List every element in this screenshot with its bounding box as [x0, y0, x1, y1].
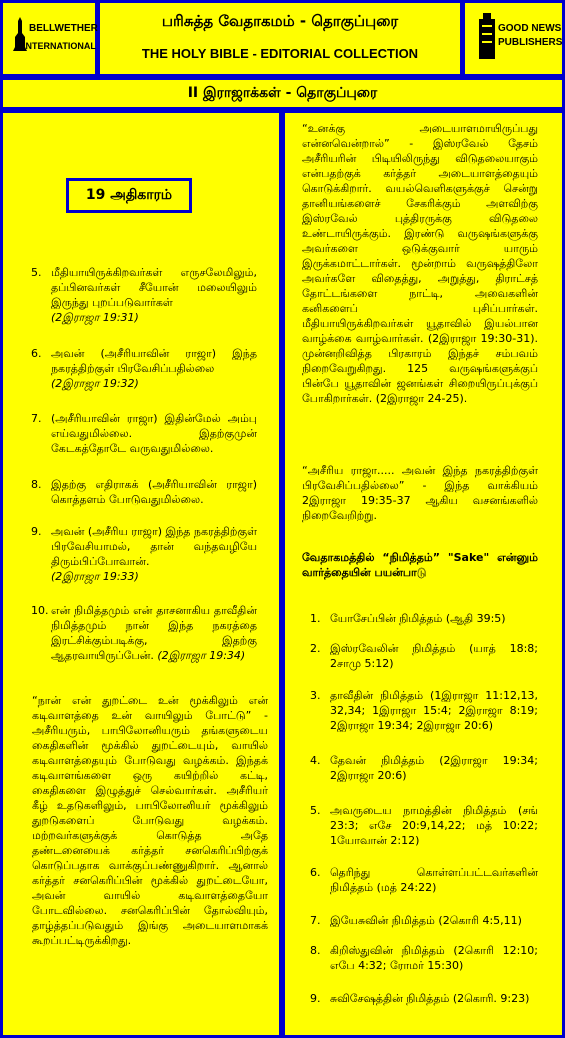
logo-left-panel [3, 3, 98, 74]
list-item [310, 611, 538, 626]
list-item [310, 913, 538, 928]
list-item-number: 7. [310, 914, 321, 927]
list-item-number: 3. [310, 689, 321, 702]
list-item-text: அவன் (அசீரியாவின் ராஜா) இந்த நகரத்திற்குள் பிரவேசிப்பதில்லை [51, 347, 257, 375]
list-item [310, 641, 538, 671]
list-item [31, 346, 257, 391]
list-item-text: (அசீரியாவின் ராஜா) இதின்மேல் அம்பு எய்வதுமில்லை. இதற்குமுன் கேடகத்தோடே வருவதுமில்லை. [51, 412, 257, 455]
good-news-logo-icon [477, 13, 497, 63]
commentary-paragraph: “அசீரிய ராஜா..... அவன் இந்த நகரத்திற்குள் பிரவேசிப்பதில்லை” - இந்த வாக்கியம் 2இராஜா 19:35-37 ஆகிய வசனங்களில் நிறைவேறிற்று. [302, 464, 538, 522]
list-item-number: 6. [31, 347, 42, 360]
list-item [31, 411, 257, 456]
list-item-text: தாவீதின் நிமித்தம் (1இராஜா 11:12,13, 32,34; 1இராஜா 15:4; 2இராஜா 8:19; 2இராஜா 19:34; 2இராஜா 20:6) [330, 689, 538, 732]
list-item [310, 943, 538, 973]
left-column [3, 113, 279, 1035]
list-item [31, 524, 257, 584]
list-item-number: 2. [310, 642, 321, 655]
list-item-ref: (2இராஜா 19:34) [157, 649, 246, 662]
list-item [310, 688, 538, 733]
book-title: II இராஜாக்கள் - தொகுப்புரை [3, 80, 562, 107]
list-item-ref: (2இராஜா 19:32) [51, 377, 139, 390]
list-item-number: 8. [31, 478, 42, 491]
logo-right-line1: GOOD NEWS [498, 23, 562, 34]
list-item-number: 9. [31, 525, 42, 538]
list-item-number: 8. [310, 944, 321, 957]
list-item [31, 265, 257, 325]
list-item-number: 10. [31, 604, 49, 617]
list-item [310, 991, 538, 1006]
header-title-panel [100, 3, 460, 74]
list-item-text: இதற்கு எதிராகக் (அசீரியாவின் ராஜா) கொத்தளம் போடுவதுமில்லை. [51, 478, 257, 506]
commentary-paragraph: “நான் என் துறட்டை உன் மூக்கிலும் என் கடிவாளத்தை உன் வாயிலும் போட்டு” - அசீரியரும், பாபிலோனியரும் தங்களுடைய கைதிகளின் மூக்கில் துறட்டையும், வாயில் கடிவாளத்தையும் போடுவது வழக்கம். இந்தக் கடிவாளங்களை ஒரு கயிற்றில் கட்டி, கைதிகளை இழுத்துச் செல்வார்கள். அசீரியர் கீழ் உதடுகளிலும், பாபிலோனியர் மூக்கிலும் துறடுகளைப் போடுவது வழக்கம். மற்றவர்களுக்குக் கொடுத்த அதே தண்டனையைக் கர்த்தர் சனகெரிப்பிற்குக் கொடுப்பதாக வாக்குப்பண்ணுகிறார். ஆனால் கர்த்தர் சனகெரிப்பின் மூக்கில் துறட்டையோ, அவன் வாயில் கடிவாளத்தையோ போடவில்லை. சனகெரிப்பின் தோல்வியும், தாழ்த்தப்படுவதும் இங்கு அடையாளமாகக் கூறப்பட்டிருக்கிறது. [32, 694, 268, 947]
list-item-text: அவருடைய நாமத்தின் நிமித்தம் (சங் 23:3; எசே 20:9,14,22; மத் 10:22; 1யோவான் 2:12) [330, 804, 538, 847]
commentary-paragraph: “உனக்கு அடையாளமாயிருப்பது என்னவென்றால்” - இஸ்ரவேல் தேசம் அசீரியரின் பிடியிலிருந்து விடுதலையாகும் என்பதற்குக் கர்த்தர் அடையாளத்தையும் கொடுக்கிறார். வயல்வெளிகளுக்குச் சென்று தானியங்களைச் சேகரிக்கும் அளவிற்கு இஸ்ரவேல் புத்திரருக்கு விடுதலை உண்டாயிருக்கும். இரண்டு வருஷங்களுக்கு அவர்களை ஒடுக்குவார் யாரும் இருக்கமாட்டார்கள். மூன்றாம் வருஷத்திலோ அவர்களே விதைத்து, அறுத்து, திராட்சத் தோட்டங்களை நாட்டி, அவைகளின் கனிகளைப் புசிப்பார்கள். மீதியாயிருக்கிறவர்கள் யூதாவில் இயல்பான வாழ்க்கை வாழ்வார்கள். (2இராஜா 19:30-31). முன்னறிவித்த பிரகாரம் இந்தச் சம்பவம் நிறைவேறுகிறது. 125 வருஷங்களுக்குப் பின்பே யூதாவின் ஜனங்கள் சிறையிருப்புக்குப் போகிறார்கள். (2இராஜா 24-25). [302, 122, 538, 405]
list-item-text: சுவிசேஷத்தின் நிமித்தம் (2கொரி. 9:23) [330, 992, 530, 1005]
list-item-number: 1. [310, 612, 321, 625]
logo-right-line2: PUBLISHERS [498, 37, 563, 48]
logo-right-panel [465, 3, 562, 74]
title-english: THE HOLY BIBLE - EDITORIAL COLLECTION [141, 46, 419, 61]
list-item-ref: (2இராஜா 19:31) [51, 311, 139, 324]
list-item-text: அவன் (அசீரிய ராஜா) இந்த நகரத்திற்குள் பிரவேசியாமல், தான் வந்தவழியே திரும்பிப்போவான். [51, 525, 258, 568]
list-item-number: 5. [31, 266, 42, 279]
list-item-text: தெரிந்து கொள்ளப்பட்டவர்களின் நிமித்தம் (மத் 24:22) [330, 866, 538, 894]
list-item-number: 7. [31, 412, 42, 425]
list-item-text: இயேசுவின் நிமித்தம் (2கொரி 4:5,11) [330, 914, 522, 927]
list-item-number: 5. [310, 804, 321, 817]
list-item-text: என் நிமித்தமும் என் தாசனாகிய தாவீதின் நிமித்தமும் நான் இந்த நகரத்தை இரட்சிக்கும்படிக்கு, இதற்கு ஆதரவாயிருப்பேன். [51, 604, 257, 662]
title-tamil: பரிசுத்த வேதாகமம் - தொகுப்புரை [161, 12, 399, 30]
list-item-text: இஸ்ரவேலின் நிமித்தம் (யாத் 18:8; 2சாமு 5:12) [330, 642, 538, 670]
list-item-text: கிறிஸ்துவின் நிமித்தம் (2கொரி 12:10; எபே 4:32; ரோமர் 15:30) [330, 944, 538, 972]
list-item [310, 753, 538, 783]
list-item-number: 9. [310, 992, 321, 1005]
chapter-box: 19 அதிகாரம் [66, 178, 192, 213]
list-item-text: தேவன் நிமித்தம் (2இராஜா 19:34; 2இராஜா 20:6) [330, 754, 538, 782]
list-item [310, 865, 538, 895]
logo-left-line1: BELLWETHER [29, 23, 98, 34]
list-item [310, 803, 538, 848]
list-item-text: யோசேப்பின் நிமித்தம் (ஆதி 39:5) [330, 612, 506, 625]
list-item [31, 477, 257, 507]
section-heading: வேதாகமத்தில் “நிமித்தம்” "Sake" என்னும் வார்த்தையின் பயன்பாடு [302, 551, 538, 579]
list-item-number: 6. [310, 866, 321, 879]
list-item [31, 603, 257, 663]
right-column [285, 113, 562, 1035]
list-item-text: மீதியாயிருக்கிறவர்கள் எருசலேமிலும், தப்பினவர்கள் சீயோன் மலையிலும் இருந்து புறப்படுவார்கள் [51, 266, 257, 309]
list-item-number: 4. [310, 754, 321, 767]
list-item-ref: (2இராஜா 19:33) [51, 570, 139, 583]
logo-left-line2: INTERNATIONAL [23, 41, 96, 51]
